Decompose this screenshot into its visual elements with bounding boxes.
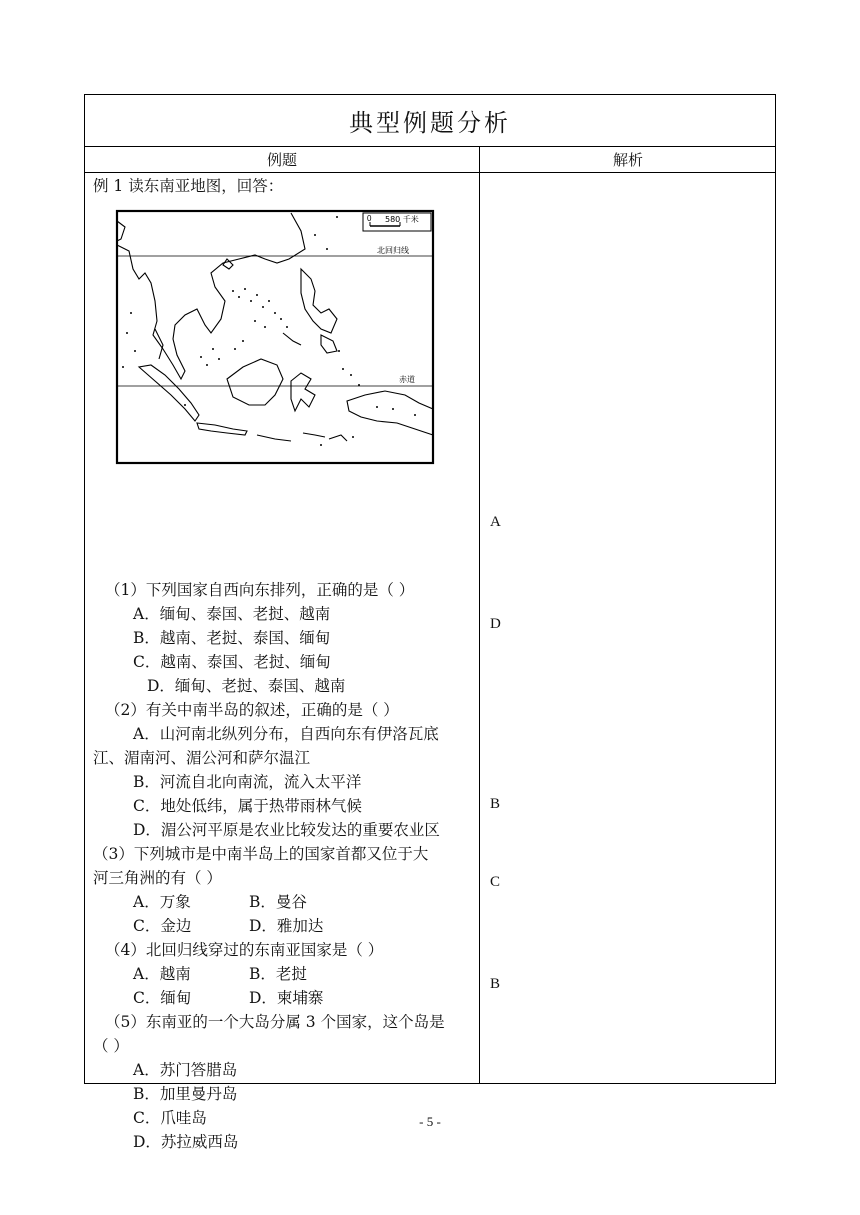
q3-answer: B xyxy=(490,796,501,812)
q5-option-a: A．苏门答腊岛 xyxy=(133,1061,238,1079)
q5-stem: （5）东南亚的一个大岛分属 3 个国家，这个岛是 xyxy=(105,1013,445,1031)
q3-option-d: D．雅加达 xyxy=(249,917,324,935)
q1-option-d: D．缅甸、老挝、泰国、越南 xyxy=(147,677,346,695)
q4-stem: （4）北回归线穿过的东南亚国家是（ ） xyxy=(105,941,384,959)
q1-option-b: B．越南、老挝、泰国、缅甸 xyxy=(133,629,331,647)
q2-option-d: D．湄公河平原是农业比较发达的重要农业区 xyxy=(133,821,440,839)
example-intro: 例 1 读东南亚地图，回答： xyxy=(93,177,284,195)
q5-option-c: C．爪哇岛 xyxy=(133,1109,207,1127)
q3-stem-cont: 河三角洲的有（ ） xyxy=(93,869,222,887)
column-divider xyxy=(479,147,480,1084)
q1-answer: A xyxy=(490,514,501,530)
q2-option-b: B．河流自北向南流，流入太平洋 xyxy=(133,773,362,791)
q4-option-c: C．缅甸 xyxy=(133,989,192,1007)
q5-option-b: B．加里曼丹岛 xyxy=(133,1085,238,1103)
scale-label: 580 千米 xyxy=(385,215,419,224)
header-example: 例题 xyxy=(266,151,297,169)
tropic-label: 北回归线 xyxy=(377,246,409,255)
q3-option-b: B．曼谷 xyxy=(249,893,307,911)
table-header xyxy=(85,147,775,173)
q2-option-a-cont: 江、湄南河、湄公河和萨尔温江 xyxy=(93,749,311,767)
island-dots xyxy=(122,216,416,446)
q2-stem: （2）有关中南半岛的叙述，正确的是（ ） xyxy=(105,701,399,719)
q4-option-d: D．柬埔寨 xyxy=(249,989,324,1007)
q3-option-c: C．金边 xyxy=(133,917,192,935)
table-title: 典型例题分析 xyxy=(85,95,775,147)
q1-option-a: A．缅甸、泰国、老挝、越南 xyxy=(133,605,331,623)
header-analysis: 解析 xyxy=(612,151,643,169)
q5-stem-cont: （ ） xyxy=(93,1037,129,1055)
equator-label: 赤道 xyxy=(399,375,415,384)
q2-option-c: C．地处低纬，属于热带雨林气候 xyxy=(133,797,362,815)
q1-option-c: C．越南、泰国、老挝、缅甸 xyxy=(133,653,331,671)
q2-option-a: A．山河南北纵列分布，自西向东有伊洛瓦底 xyxy=(133,725,439,743)
q3-option-a: A．万象 xyxy=(133,893,191,911)
q2-answer: D xyxy=(490,616,501,632)
page-number: - 5 - xyxy=(419,1114,441,1129)
q4-answer: C xyxy=(490,874,501,890)
q4-option-a: A．越南 xyxy=(133,965,191,983)
q1-stem: （1）下列国家自西向东排列，正确的是（ ） xyxy=(105,581,415,599)
q5-option-d: D．苏拉威西岛 xyxy=(133,1133,239,1151)
southeast-asia-map xyxy=(115,209,435,465)
q4-option-b: B．老挝 xyxy=(249,965,307,983)
scale-zero: 0 xyxy=(367,214,372,223)
q5-answer: B xyxy=(490,976,501,992)
scale-bar xyxy=(363,213,431,231)
analysis-table xyxy=(84,94,776,1151)
q3-stem: （3）下列城市是中南半岛上的国家首都又位于大 xyxy=(93,845,429,863)
